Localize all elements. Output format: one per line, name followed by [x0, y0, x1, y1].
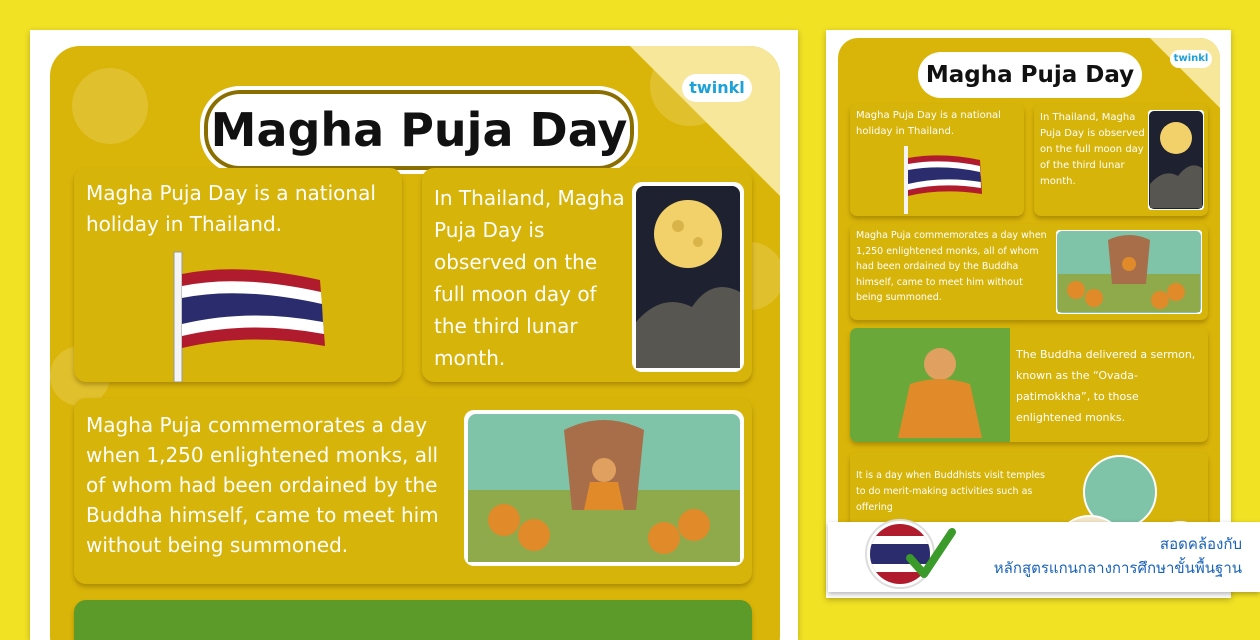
- twinkl-logo: twinkl: [682, 74, 752, 102]
- holiday-text: Magha Puja Day is a national holiday in Thailand.: [86, 181, 376, 236]
- badge-line-1: สอดคล้องกับ: [1159, 535, 1242, 553]
- moon-night-icon: [632, 182, 744, 372]
- preview-buddha-icon: [850, 328, 1010, 442]
- preview-title: Magha Puja Day: [918, 52, 1142, 98]
- poster-card: [50, 46, 780, 640]
- preview-twinkl-logo: twinkl: [1170, 50, 1212, 68]
- preview-buddha-panel: [850, 328, 1208, 442]
- poster-title: Magha Puja Day: [200, 86, 638, 174]
- preview-thai-flag-icon: [902, 144, 988, 214]
- preview-moon-panel: [1034, 104, 1208, 216]
- full-moon-panel: [422, 168, 752, 382]
- thai-flag-icon: [170, 248, 340, 382]
- preview-holiday-text: Magha Puja Day is a national holiday in Thailand.: [856, 110, 1001, 137]
- preview-card: [838, 38, 1220, 590]
- preview-monks-panel: [850, 224, 1208, 320]
- monks-panel: [74, 398, 752, 584]
- curriculum-badge: [828, 522, 1260, 592]
- monks-text: Magha Puja commemorates a day when 1,250 enlightened monks, all of whom had been ordained by the Buddha himself, came to meet him without being summoned.: [86, 413, 439, 557]
- preview-monks-text: Magha Puja commemorates a day when 1,250 enlightened monks, all of whom had been ordained by the Buddha himself, came to meet him without being summoned.: [856, 230, 1047, 303]
- holiday-panel: [74, 168, 402, 382]
- poster-sheet: [30, 30, 798, 640]
- full-moon-text: In Thailand, Magha Puja Day is observed on the full moon day of the third lunar month.: [434, 186, 625, 370]
- preview-monks-icon: [1056, 230, 1202, 314]
- monks-gathering-icon: [464, 410, 744, 566]
- buddha-panel: [74, 600, 752, 640]
- preview-page-fold-icon: [1150, 38, 1220, 108]
- preview-holiday-panel: [850, 104, 1024, 216]
- preview-temple-text: It is a day when Buddhists visit temples to do merit-making activities such as offering: [856, 470, 1045, 513]
- badge-line-2: หลักสูตรแกนกลางการศึกษาขั้นพื้นฐาน: [993, 559, 1242, 577]
- preview-sermon-text: The Buddha delivered a sermon, known as the “Ovada-patimokkha”, to those enlightened monks.: [1016, 348, 1196, 424]
- preview-sheet: [826, 30, 1231, 598]
- preview-moon-text: In Thailand, Magha Puja Day is observed on the full moon day of the third lunar month.: [1040, 112, 1145, 187]
- preview-moon-night-icon: [1148, 110, 1204, 210]
- thai-flag-check-icon: [858, 514, 958, 594]
